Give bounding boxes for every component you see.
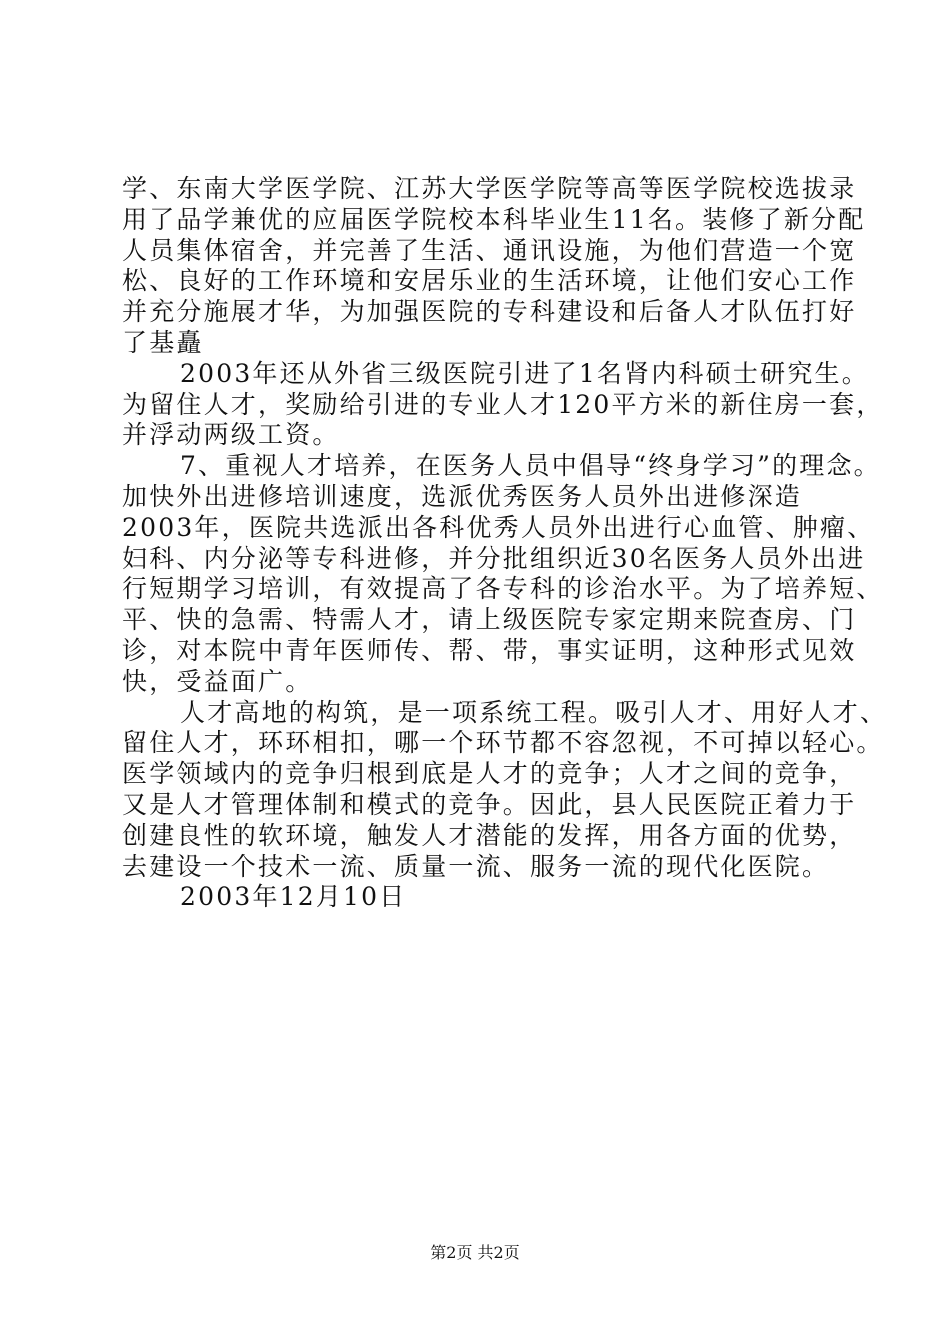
text-line: 2003年还从外省三级医院引进了1名肾内科硕士研究生。 bbox=[180, 358, 869, 388]
document-body bbox=[122, 174, 888, 913]
text-line: 人员集体宿舍，并完善了生活、通讯设施，为他们营造一个宽 bbox=[122, 235, 857, 265]
text-line: 妇科、内分泌等专科进修，并分批组织近30名医务人员外出进 bbox=[122, 543, 866, 573]
text-line: 又是人才管理体制和模式的竞争。因此，县人民医院正着力于 bbox=[122, 789, 857, 819]
text-line: 加快外出进修培训速度，选派优秀医务人员外出进修深造 bbox=[122, 481, 803, 511]
text-line: 行短期学习培训，有效提高了各专科的诊治水平。为了培养短、 bbox=[122, 574, 884, 604]
text-line: 并浮动两级工资。 bbox=[122, 420, 340, 450]
page-footer: 第2页 共2页 bbox=[430, 1243, 520, 1262]
text-line: 2003年12月10日 bbox=[180, 882, 407, 912]
text-line: 人才高地的构筑，是一项系统工程。吸引人才、用好人才、 bbox=[180, 697, 888, 727]
text-line: 了基矗 bbox=[122, 327, 204, 357]
text-line: 为留住人才，奖励给引进的专业人才120平方米的新住房一套， bbox=[122, 389, 884, 419]
text-line: 用了品学兼优的应届医学院校本科毕业生11名。装修了新分配 bbox=[122, 204, 866, 234]
text-line: 创建良性的软环境，触发人才潜能的发挥，用各方面的优势， bbox=[122, 820, 857, 850]
text-line: 诊，对本院中青年医师传、帮、带，事实证明，这种形式见效 bbox=[122, 635, 857, 665]
text-line: 学、东南大学医学院、江苏大学医学院等高等医学院校选拔录 bbox=[122, 174, 857, 203]
text-line: 松、良好的工作环境和安居乐业的生活环境，让他们安心工作 bbox=[122, 266, 857, 296]
text-line: 留住人才，环环相扣，哪一个环节都不容忽视，不可掉以轻心。 bbox=[122, 728, 884, 758]
text-line: 7、重视人才培养，在医务人员中倡导“终身学习”的理念。 bbox=[180, 451, 881, 481]
text-line: 医学领域内的竞争归根到底是人才的竞争；人才之间的竞争， bbox=[122, 759, 857, 789]
text-line: 并充分施展才华，为加强医院的专科建设和后备人才队伍打好 bbox=[122, 297, 857, 327]
text-line: 快，受益面广。 bbox=[122, 666, 313, 696]
text-line: 平、快的急需、特需人才，请上级医院专家定期来院查房、门 bbox=[122, 605, 857, 635]
text-line: 2003年，医院共选派出各科优秀人员外出进行心血管、肿瘤、 bbox=[122, 512, 875, 542]
text-line: 去建设一个技术一流、质量一流、服务一流的现代化医院。 bbox=[122, 851, 830, 881]
